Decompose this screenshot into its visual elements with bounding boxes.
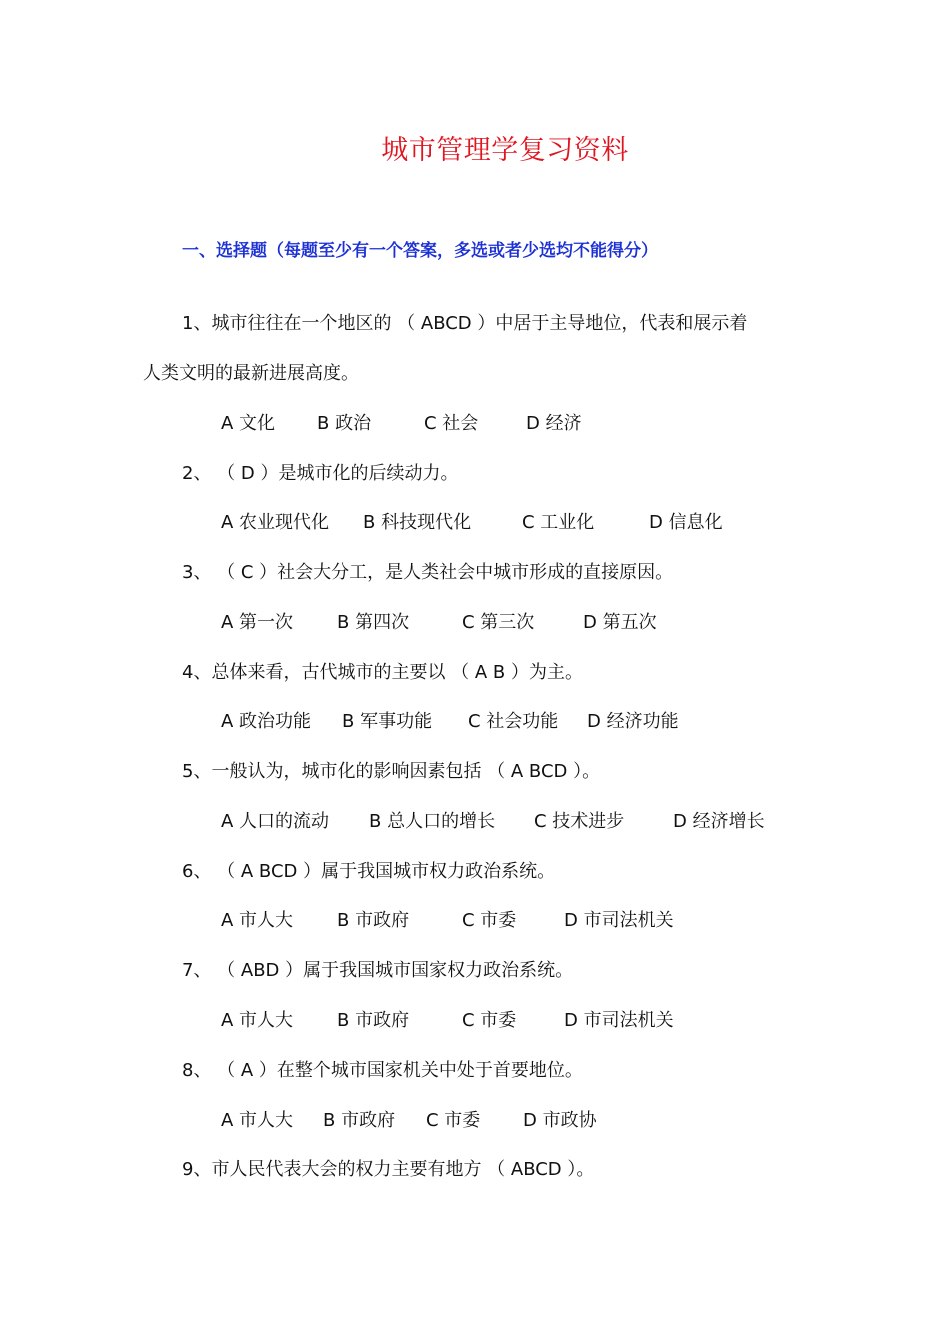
option-d: D 市政协 xyxy=(523,1110,597,1131)
option-d: D 市司法机关 xyxy=(564,1010,674,1031)
option-a: A 市人大 xyxy=(221,1110,294,1131)
option-c: C 社会功能 xyxy=(468,711,559,732)
option-d: D 第五次 xyxy=(583,612,657,633)
option-c: C 市委 xyxy=(462,910,517,931)
option-b: B 总人口的增长 xyxy=(369,811,496,832)
option-c: C 市委 xyxy=(426,1110,481,1131)
question-5: 5、一般认为，城市化的影响因素包括 （ A BCD ）。 xyxy=(182,761,601,782)
question-7: 7、 （ ABD ）属于我国城市国家权力政治系统。 xyxy=(182,960,574,981)
option-c: C 技术进步 xyxy=(534,811,625,832)
option-b: B 市政府 xyxy=(337,1010,410,1031)
question-2: 2、 （ D ）是城市化的后续动力。 xyxy=(182,463,459,484)
section-heading: 一、选择题（每题至少有一个答案，多选或者少选均不能得分） xyxy=(182,241,658,261)
question-4: 4、总体来看，古代城市的主要以 （ A B ）为主。 xyxy=(182,662,583,683)
option-a: A 人口的流动 xyxy=(221,811,330,832)
question-6: 6、 （ A BCD ）属于我国城市权力政治系统。 xyxy=(182,861,556,882)
option-b: B 市政府 xyxy=(323,1110,396,1131)
question-9: 9、市人民代表大会的权力主要有地方 （ ABCD ）。 xyxy=(182,1159,595,1180)
option-d: D 市司法机关 xyxy=(564,910,674,931)
option-c: C 工业化 xyxy=(522,512,595,533)
option-a: A 政治功能 xyxy=(221,711,312,732)
option-d: D 经济功能 xyxy=(587,711,679,732)
option-b: B 科技现代化 xyxy=(363,512,472,533)
option-c: C 第三次 xyxy=(462,612,535,633)
document-title: 城市管理学复习资料 xyxy=(381,135,629,166)
question-1-continuation: 人类文明的最新进展高度。 xyxy=(143,363,359,384)
question-1: 1、城市往往在一个地区的 （ ABCD ）中居于主导地位，代表和展示着 xyxy=(182,313,748,334)
option-a: A 农业现代化 xyxy=(221,512,330,533)
option-c: C 社会 xyxy=(424,413,479,434)
option-b: B 市政府 xyxy=(337,910,410,931)
question-3: 3、 （ C ）社会大分工，是人类社会中城市形成的直接原因。 xyxy=(182,562,674,583)
option-d: D 经济 xyxy=(526,413,582,434)
option-a: A 市人大 xyxy=(221,1010,294,1031)
option-d: D 信息化 xyxy=(649,512,723,533)
option-b: B 军事功能 xyxy=(342,711,433,732)
option-a: A 第一次 xyxy=(221,612,294,633)
option-c: C 市委 xyxy=(462,1010,517,1031)
option-d: D 经济增长 xyxy=(673,811,765,832)
question-8: 8、 （ A ）在整个城市国家机关中处于首要地位。 xyxy=(182,1060,583,1081)
option-a: A 市人大 xyxy=(221,910,294,931)
option-b: B 第四次 xyxy=(337,612,410,633)
option-b: B 政治 xyxy=(317,413,372,434)
option-a: A 文化 xyxy=(221,413,276,434)
